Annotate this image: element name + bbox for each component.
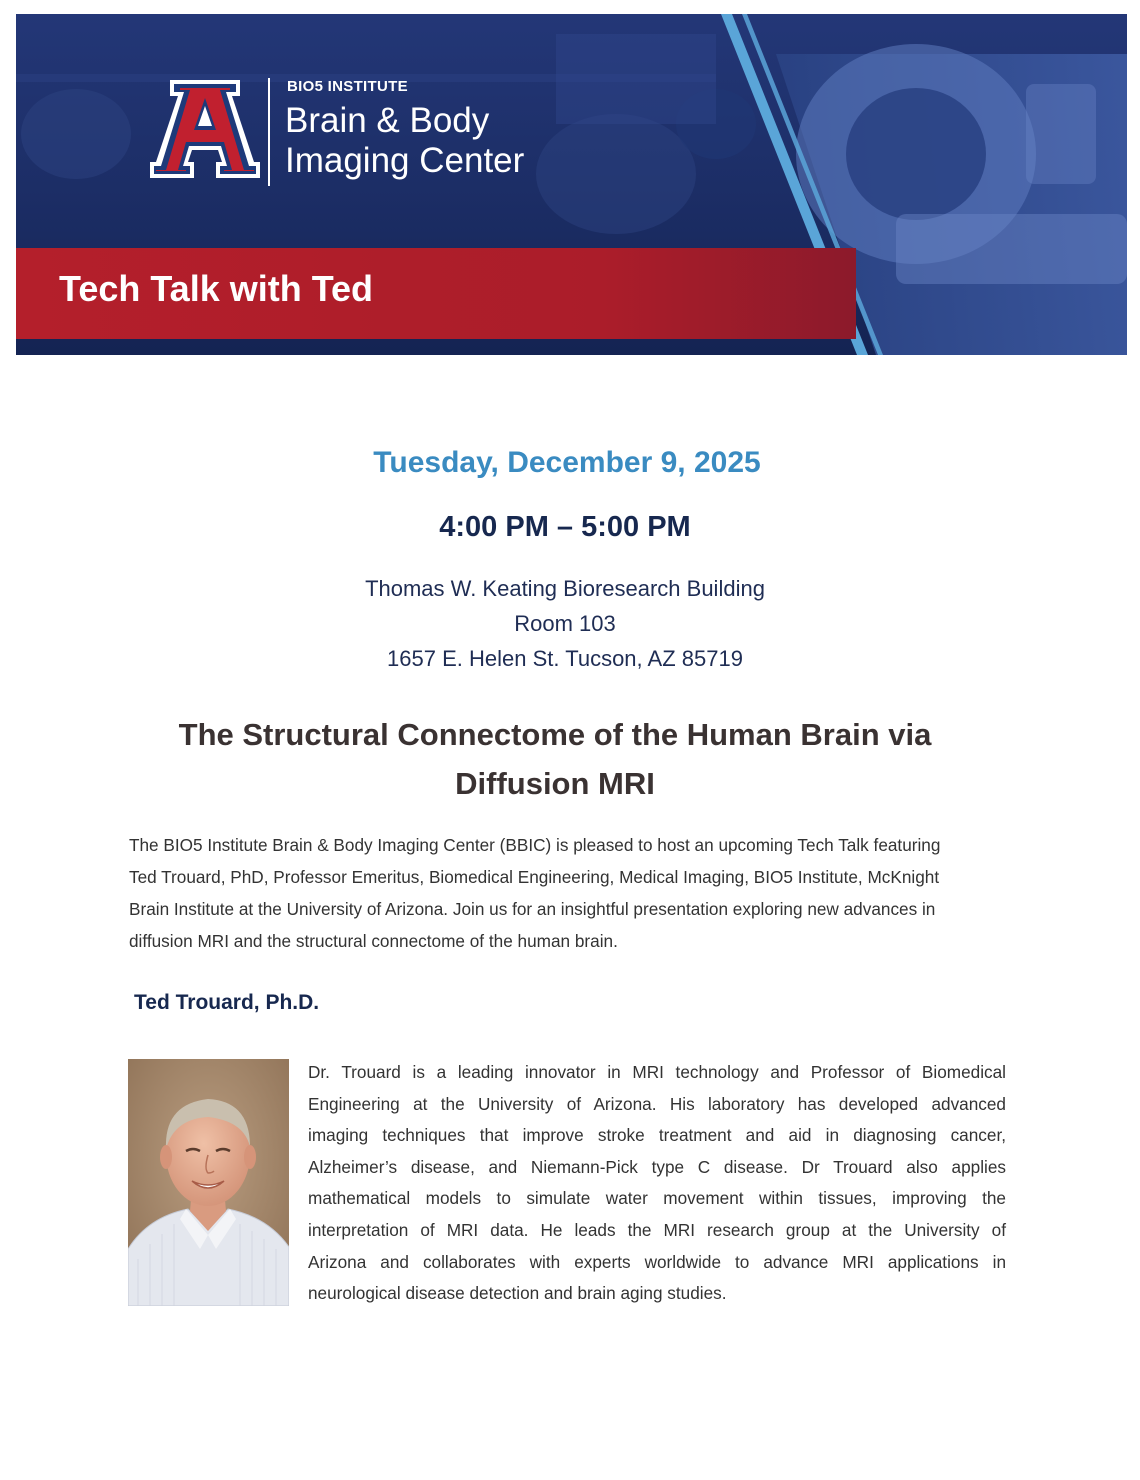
bio-line: imaging techniques that improve stroke treatment and aid in diagnosing cancer, — [308, 1125, 1006, 1146]
intro-paragraph — [129, 829, 1007, 957]
location-building: Thomas W. Keating Bioresearch Building — [365, 576, 765, 601]
talk-title-line1: The Structural Connectome of the Human Brain via — [178, 717, 932, 752]
bio-line: mathematical models to simulate water movement within tissues, improving the — [308, 1188, 1006, 1209]
bio-line: interpretation of MRI data. He leads the MRI research group at the University of — [308, 1219, 1006, 1240]
event-time: 4:00 PM – 5:00 PM — [439, 511, 691, 543]
talk-series-title: Tech Talk with Ted — [59, 268, 374, 309]
speaker-name: Ted Trouard, Ph.D. — [134, 991, 320, 1014]
intro-line: Ted Trouard, PhD, Professor Emeritus, Biomedical Engineering, Medical Imaging, BIO5 Institute, McKnight — [129, 867, 940, 887]
center-name-line2: Imaging Center — [285, 141, 525, 180]
talk-title-line2: Diffusion MRI — [455, 766, 655, 801]
center-name-line1: Brain & Body — [285, 101, 490, 140]
header-banner — [16, 14, 1127, 355]
bio-line: Alzheimer’s disease, and Niemann-Pick type C disease. Dr Trouard also applies — [308, 1156, 1006, 1177]
event-date: Tuesday, December 9, 2025 — [373, 446, 761, 479]
bio-line: neurological disease detection and brain aging studies. — [308, 1283, 727, 1304]
intro-line: The BIO5 Institute Brain & Body Imaging Center (BBIC) is pleased to host an upcoming Tech Talk featuring — [129, 835, 941, 855]
location-address: 1657 E. Helen St. Tucson, AZ 85719 — [387, 646, 743, 671]
speaker-portrait-image — [128, 1059, 289, 1306]
logo-divider — [268, 78, 270, 186]
institute-logo — [150, 76, 590, 196]
intro-line: Brain Institute at the University of Arizona. Join us for an insightful presentation exploring new advances in — [129, 899, 936, 919]
university-a-logo-icon — [150, 76, 260, 182]
institute-name: BIO5 INSTITUTE — [287, 78, 408, 95]
speaker-bio — [308, 1057, 1006, 1310]
speaker-photo — [128, 1059, 289, 1306]
intro-line: diffusion MRI and the structural connectome of the human brain. — [129, 931, 618, 951]
bio-line: Dr. Trouard is a leading innovator in MRI technology and Professor of Biomedical — [308, 1062, 1006, 1082]
location-room: Room 103 — [514, 611, 616, 636]
talk-title — [0, 710, 1125, 808]
bio-line: Arizona and collaborates with experts worldwide to advance MRI applications in — [308, 1251, 1006, 1272]
bio-line: Engineering at the University of Arizona. His laboratory has developed advanced — [308, 1093, 1006, 1114]
